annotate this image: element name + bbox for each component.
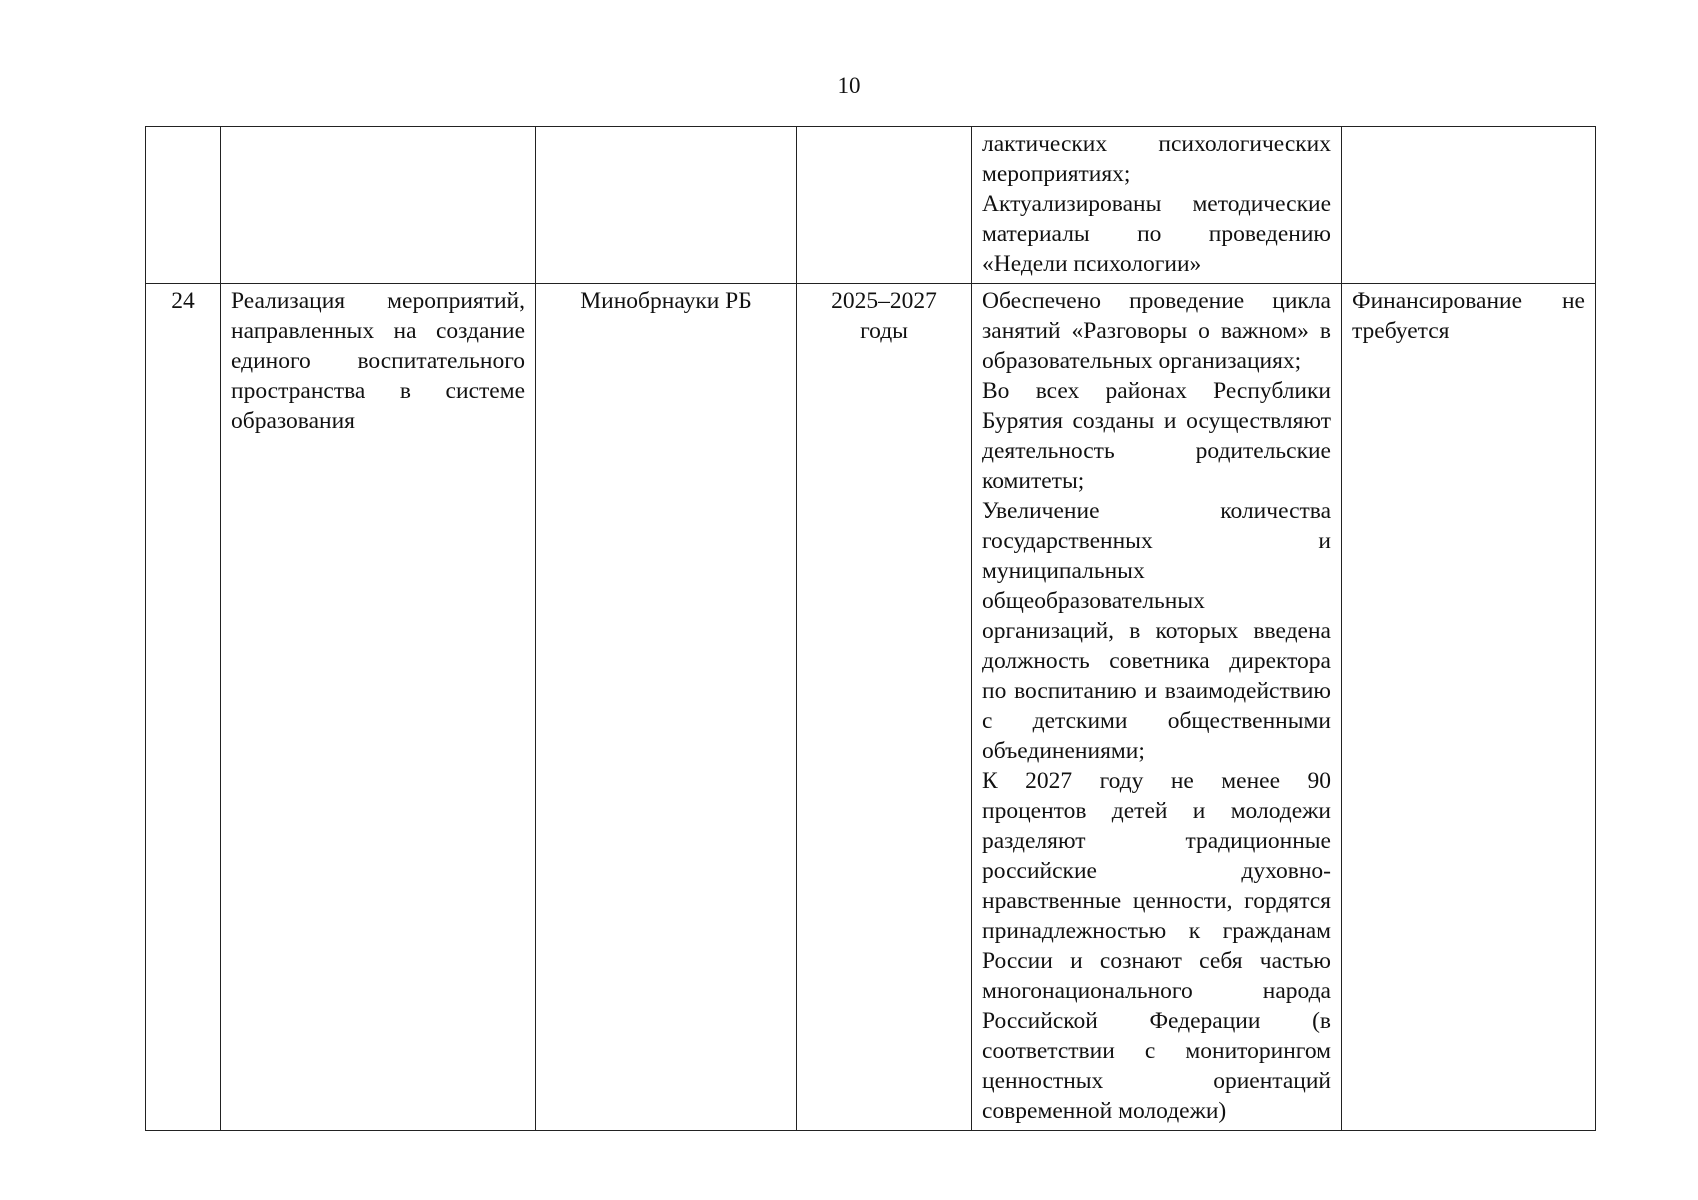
cell-number: 24: [146, 284, 221, 1131]
cell-executor: Минобрнауки РБ: [536, 284, 797, 1131]
period-years: 2025–2027: [831, 288, 937, 314]
cell-activity: Реализация мероприятий, направленных на создание единого воспитательного пространства в системе образования: [221, 284, 536, 1131]
result-item: лактических психологических мероприятиях;: [982, 131, 1331, 187]
period-unit: годы: [860, 318, 908, 344]
cell-period: [797, 127, 972, 284]
result-item: Обеспечено проведение цикла занятий «Разговоры о важном» в образовательных организациях;: [982, 288, 1331, 374]
cell-executor: [536, 127, 797, 284]
page-number: 10: [837, 73, 861, 98]
table-row-continuation: [146, 127, 1596, 284]
result-item: Во всех районах Республики Бурятия созданы и осуществляют деятельность родительские комитеты;: [982, 378, 1331, 494]
result-item: Увеличение количества государственных и муниципальных общеобразовательных организаций, в которых введена должность советника директора по воспитанию и взаимодействию с детскими общественными объединениями;: [982, 498, 1331, 764]
cell-period: [797, 284, 972, 1131]
cell-activity: [221, 127, 536, 284]
cell-results: [972, 284, 1342, 1131]
result-item: Актуализированы методические материалы по проведению «Недели психологии»: [982, 191, 1331, 277]
cell-financing: Финансирование не требуется: [1342, 284, 1596, 1131]
cell-number: [146, 127, 221, 284]
cell-financing: [1342, 127, 1596, 284]
table-row-24: [146, 284, 1596, 1131]
activities-table: [145, 126, 1596, 1131]
cell-results: [972, 127, 1342, 284]
result-item: К 2027 году не менее 90 процентов детей и молодежи разделяют традиционные российские духовно-нравственные ценности, гордятся принадлежностью к гражданам России и сознают себя частью многонационального народа Российской Федерации (в соответствии с мониторингом ценностных ориентаций современной молодежи): [982, 768, 1331, 1124]
